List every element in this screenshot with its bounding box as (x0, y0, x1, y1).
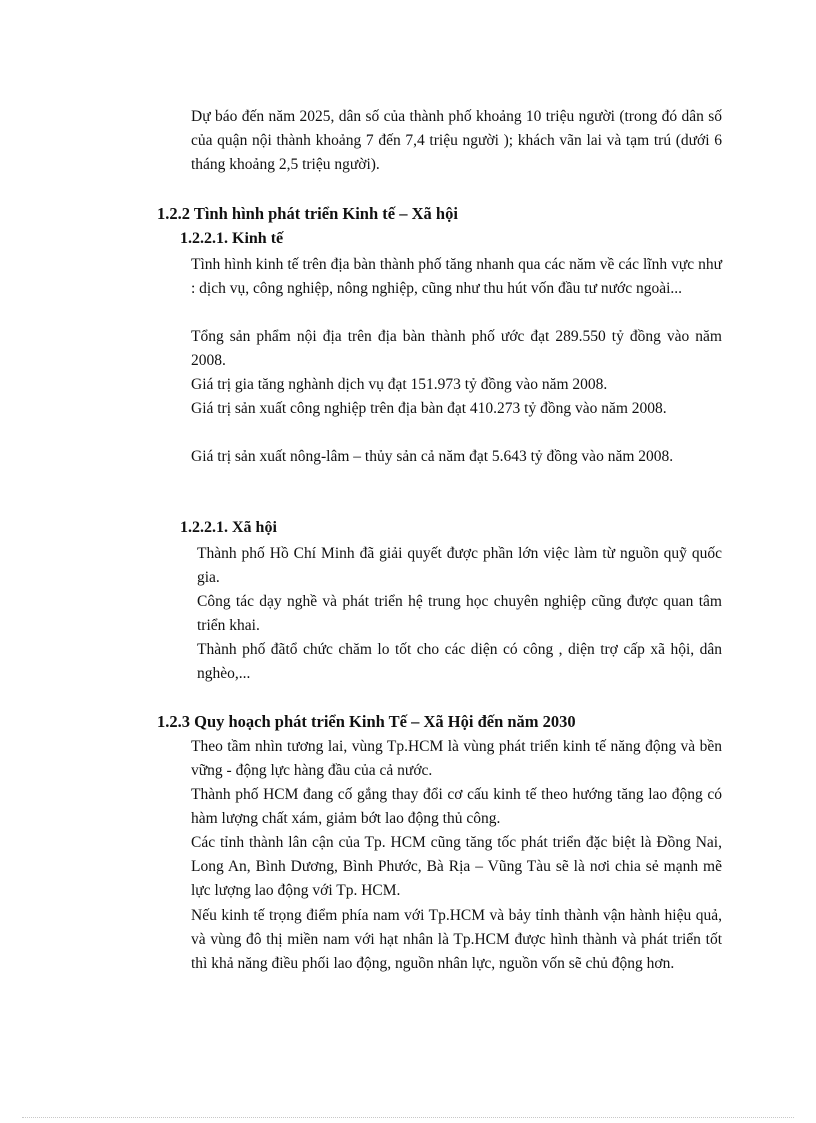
kinh-te-paragraph: Tổng sản phẩm nội địa trên địa bàn thành phố ước đạt 289.550 tỷ đồng vào năm 2008. (191, 328, 722, 370)
quy-hoach-paragraph: Theo tầm nhìn tương lai, vùng Tp.HCM là vùng phát triển kinh tế năng động và bền vững - động lực hàng đầu của cả nước. (191, 738, 722, 780)
quy-hoach-paragraph: Các tỉnh thành lân cận của Tp. HCM cũng tăng tốc phát triển đặc biệt là Đồng Nai, Long An, Bình Dương, Bình Phước, Bà Rịa – Vũng Tàu sẽ là nơi chia sẻ mạnh mẽ lực lượng lao động với Tp. HCM. (191, 834, 722, 900)
page-bottom-divider (22, 1117, 794, 1118)
kinh-te-paragraph: Tình hình kinh tế trên địa bàn thành phố tăng nhanh qua các năm về các lĩnh vực như : dịch vụ, công nghiệp, nông nghiệp, cũng như thu hút vốn đầu tư nước ngoài... (191, 256, 722, 298)
section-heading-1-2-2: 1.2.2 Tình hình phát triển Kinh tế – Xã hội (157, 204, 458, 223)
subsection-heading-xa-hoi: 1.2.2.1. Xã hội (180, 519, 277, 536)
intro-paragraph: Dự báo đến năm 2025, dân số của thành phố khoảng 10 triệu người (trong đó dân số của quận nội thành khoảng 7 đến 7,4 triệu người ); khách vãn lai và tạm trú (dưới 6 tháng khoảng 2,5 triệu người). (191, 108, 722, 174)
kinh-te-paragraph: Giá trị sản xuất công nghiệp trên địa bàn đạt 410.273 tỷ đồng vào năm 2008. (191, 400, 667, 417)
kinh-te-paragraph: Giá trị sản xuất nông-lâm – thủy sản cả năm đạt 5.643 tỷ đồng vào năm 2008. (191, 448, 674, 465)
section-heading-1-2-3: 1.2.3 Quy hoạch phát triển Kinh Tế – Xã Hội đến năm 2030 (157, 712, 576, 731)
quy-hoach-paragraph: Thành phố HCM đang cố gắng thay đổi cơ cấu kinh tế theo hướng tăng lao động có hàm lượng chất xám, giảm bớt lao động thủ công. (191, 786, 722, 828)
subsection-heading-kinh-te: 1.2.2.1. Kinh tế (180, 230, 284, 247)
xa-hoi-paragraph: Thành phố đãtổ chức chăm lo tốt cho các diện có công , diện trợ cấp xã hội, dân nghèo,... (197, 641, 722, 683)
xa-hoi-paragraph: Thành phố Hồ Chí Minh đã giải quyết được phần lớn việc làm từ nguồn quỹ quốc gia. (197, 545, 722, 587)
xa-hoi-paragraph: Công tác dạy nghề và phát triển hệ trung học chuyên nghiệp cũng được quan tâm triển khai. (197, 593, 722, 635)
quy-hoach-paragraph: Nếu kinh tế trọng điểm phía nam với Tp.HCM và bảy tỉnh thành vận hành hiệu quả, và vùng đô thị miền nam với hạt nhân là Tp.HCM được hình thành và phát triển tốt thì khả năng điều phối lao động, nguồn nhân lực, nguồn vốn sẽ chủ động hơn. (191, 907, 722, 973)
kinh-te-paragraph: Giá trị gia tăng nghành dịch vụ đạt 151.973 tỷ đồng vào năm 2008. (191, 376, 608, 393)
